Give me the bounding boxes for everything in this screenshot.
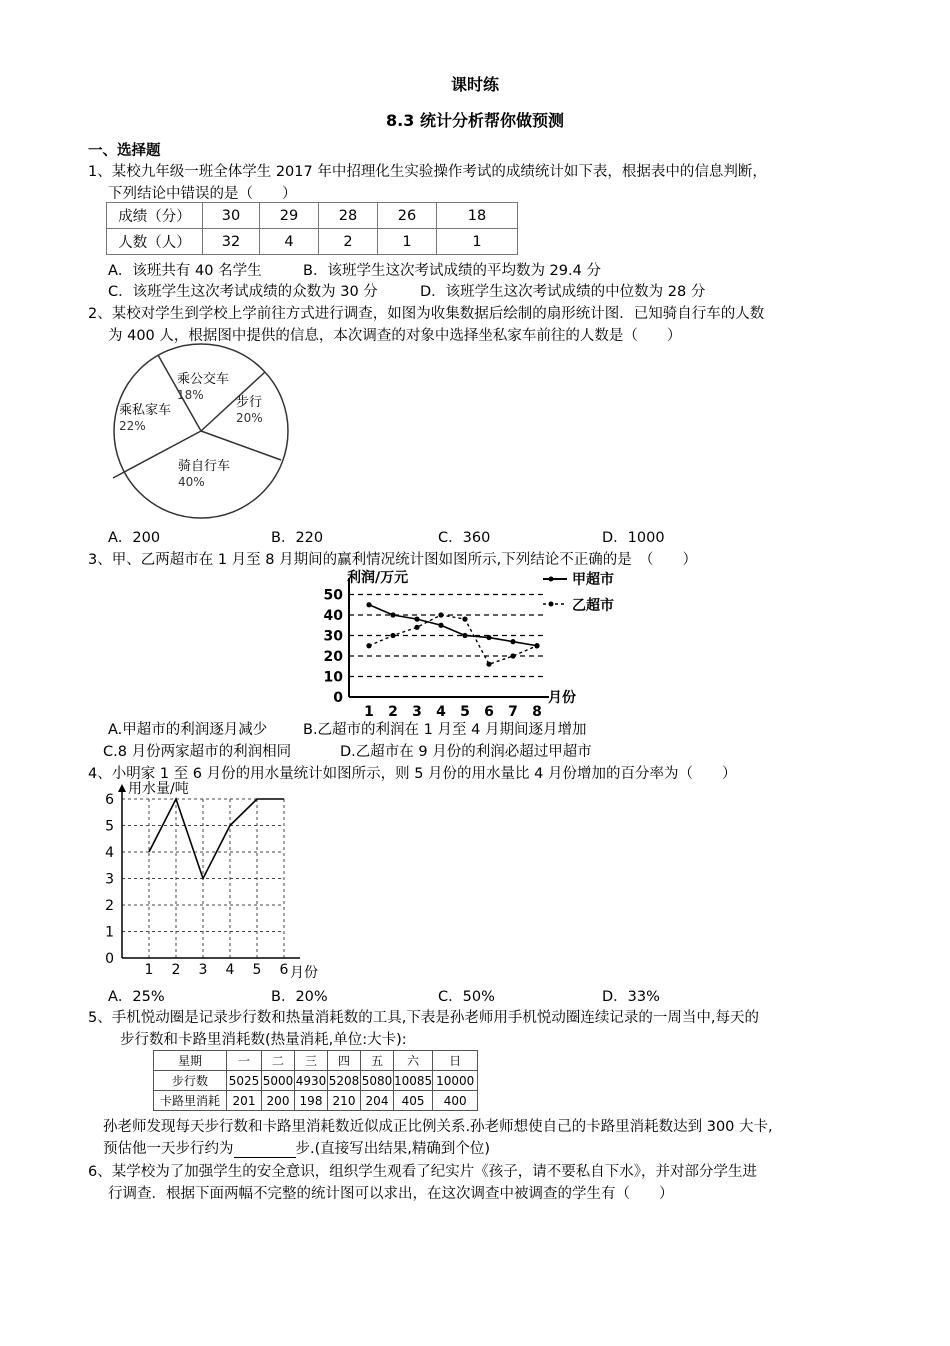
q1-option-d: D．该班学生这次考试成绩的中位数为 28 分 (420, 284, 706, 300)
pie-label-walk: 步行 (236, 395, 263, 410)
table-cell: 204 (361, 1091, 394, 1111)
table-cell: 32 (203, 229, 260, 255)
table-cell: 日 (433, 1051, 478, 1071)
q5-calories-row (154, 1091, 478, 1111)
q3-option-c: C.8 月份两家超市的利润相同 (103, 744, 292, 760)
q4-y-tick-label: 6 (105, 792, 114, 808)
pie-label-bus: 乘公交车 (177, 372, 230, 387)
legend-marker-yi (549, 602, 554, 607)
q5-stem-line2: 步行数和卡路里消耗数(热量消耗,单位:大卡): (120, 1032, 407, 1048)
q1-option-b: B．该班学生这次考试成绩的平均数为 29.4 分 (303, 263, 601, 279)
pie-pct-walk: 20% (236, 411, 263, 425)
q4-stem: 4、小明家 1 至 6 月份的用水量统计如图所示，则 5 月份的用水量比 4 月份增加的百分率为（ ） (88, 766, 737, 782)
q3-y-axis-label: 利润/万元 (347, 570, 409, 586)
q3-x-tick-label: 6 (484, 704, 494, 716)
q1-count-row (107, 229, 518, 255)
q4-x-tick-label: 1 (144, 962, 154, 978)
q2-stem-line1: 2、某校对学生到学校上学前往方式进行调查，如图为收集数据后绘制的扇形统计图．已知骑自行车的人数 (88, 306, 765, 322)
table-cell: 10085 (394, 1071, 433, 1091)
q5-stem-line4 (103, 1137, 490, 1158)
q6-stem-line2: 行调查．根据下面两幅不完整的统计图可以求出，在这次调查中被调查的学生有（ ） (108, 1186, 674, 1202)
table-cell: 1 (437, 229, 518, 255)
pie-pct-bus: 18% (177, 388, 204, 402)
q4-x-axis-label: 月份 (290, 965, 318, 981)
table-cell: 成绩（分） (107, 203, 203, 229)
q6-stem-line1: 6、某学校为了加强学生的安全意识，组织学生观看了纪实片《孩子，请不要私自下水》，并对部分学生进 (88, 1164, 757, 1180)
table-cell: 405 (394, 1091, 433, 1111)
pie-pct-car: 22% (119, 419, 146, 433)
pie-pct-bike: 40% (178, 475, 205, 489)
q3-x-tick-label: 5 (460, 704, 470, 716)
point-jia (462, 633, 467, 638)
point-yi (414, 625, 419, 630)
point-jia (414, 617, 419, 622)
table-cell: 200 (262, 1091, 295, 1111)
table-cell: 一 (227, 1051, 262, 1071)
q5-step-table (153, 1050, 478, 1111)
q4-y-tick-label: 1 (105, 924, 114, 941)
q1-option-c: C．该班学生这次考试成绩的众数为 30 分 (108, 284, 378, 300)
q3-x-tick-label: 4 (436, 704, 446, 716)
q3-y-tick-label: 50 (323, 587, 343, 604)
q1-score-row (107, 203, 518, 229)
point-yi (390, 633, 395, 638)
q3-y-tick-label: 30 (323, 628, 343, 645)
q1-option-a: A．该班共有 40 名学生 (108, 263, 262, 279)
legend-label-jia: 甲超市 (572, 572, 614, 588)
q3-option-d: D.乙超市在 9 月份的利润必超过甲超市 (340, 744, 592, 760)
q4-y-axis-label: 用水量/吨 (128, 781, 189, 797)
q4-y-axis-arrow (118, 784, 126, 792)
point-yi (534, 643, 539, 648)
table-cell: 10000 (433, 1071, 478, 1091)
q5-stem-line3: 孙老师发现每天步行数和卡路里消耗数近似成正比例关系.孙老师想使自己的卡路里消耗数达到 300 大卡, (103, 1119, 773, 1135)
q4-y-tick-label: 5 (105, 818, 114, 835)
pie-label-bike: 骑自行车 (178, 459, 231, 474)
q3-y-tick-label: 0 (333, 690, 343, 706)
table-cell: 五 (361, 1051, 394, 1071)
q2-stem-line2: 为 400 人，根据图中提供的信息，本次调查的对象中选择坐私家车前往的人数是（ ） (108, 328, 682, 344)
legend-label-yi: 乙超市 (572, 598, 614, 614)
table-cell: 18 (437, 203, 518, 229)
table-cell: 5080 (361, 1071, 394, 1091)
q4-y-tick-label: 2 (105, 898, 114, 914)
q4-option-a: A．25% (108, 989, 165, 1005)
legend-marker-jia (549, 577, 554, 582)
q4-y-tick-label: 4 (105, 845, 114, 861)
table-cell: 星期 (154, 1051, 227, 1071)
q2-option-c: C．360 (438, 530, 491, 546)
table-cell: 六 (394, 1051, 433, 1071)
q3-option-a: A.甲超市的利润逐月减少 (108, 722, 268, 738)
table-cell: 400 (433, 1091, 478, 1111)
q2-option-a: A．200 (108, 530, 161, 546)
pie-label-car: 乘私家车 (119, 403, 172, 418)
q4-option-d: D．33% (602, 989, 660, 1005)
table-cell: 198 (295, 1091, 328, 1111)
q4-y-tick-label: 0 (105, 951, 114, 967)
q4-water-line-chart (100, 778, 340, 983)
q2-pie-chart (105, 340, 295, 520)
q4-x-tick-label: 4 (225, 962, 235, 978)
table-cell: 29 (260, 203, 319, 229)
q5-stem-line1: 5、手机悦动圈是记录步行数和热量消耗数的工具,下表是孙老师用手机悦动圈连续记录的一周当中,每天的 (88, 1010, 759, 1026)
point-jia (366, 602, 371, 607)
q5-fill-prefix: 预估他一天步行约为 (103, 1141, 234, 1157)
q3-profit-line-chart (315, 566, 645, 716)
point-jia (510, 639, 515, 644)
table-cell: 4930 (295, 1071, 328, 1091)
q3-x-tick-label: 2 (388, 704, 398, 716)
q3-option-b: B.乙超市的利润在 1 月至 4 月期间逐月增加 (303, 722, 587, 738)
table-cell: 26 (378, 203, 437, 229)
table-cell: 步行数 (154, 1071, 227, 1091)
table-cell: 5000 (262, 1071, 295, 1091)
table-cell: 210 (328, 1091, 361, 1111)
point-yi (486, 662, 491, 667)
table-cell: 二 (262, 1051, 295, 1071)
table-cell: 28 (319, 203, 378, 229)
q5-fill-suffix: 步.(直接写出结果,精确到个位) (295, 1141, 491, 1157)
q4-x-tick-label: 2 (171, 962, 181, 978)
doc-title: 课时练 (450, 75, 499, 94)
q3-stem: 3、甲、乙两超市在 1 月至 8 月期间的赢利情况统计图如图所示,下列结论不正确的是 （ ） (88, 552, 697, 568)
point-yi (510, 653, 515, 658)
table-cell: 三 (295, 1051, 328, 1071)
point-jia (438, 623, 443, 628)
q4-series-line (149, 799, 284, 879)
table-cell: 卡路里消耗 (154, 1091, 227, 1111)
q4-x-tick-label: 3 (198, 962, 208, 978)
doc-subtitle: 8.3 统计分析帮你做预测 (386, 111, 564, 130)
q5-steps-row (154, 1071, 478, 1091)
q4-option-c: C．50% (438, 989, 495, 1005)
section-heading: 一、选择题 (88, 143, 161, 159)
q5-header-row (154, 1051, 478, 1071)
table-cell: 201 (227, 1091, 262, 1111)
q3-y-tick-label: 40 (323, 608, 343, 624)
q3-x-tick-label: 8 (532, 704, 542, 716)
point-jia (486, 635, 491, 640)
point-yi (366, 643, 371, 648)
q3-x-tick-label: 3 (412, 704, 422, 716)
q3-y-tick-label: 10 (323, 669, 343, 686)
q4-option-b: B．20% (271, 989, 328, 1005)
table-cell: 30 (203, 203, 260, 229)
q3-x-tick-label: 1 (364, 704, 374, 716)
table-cell: 四 (328, 1051, 361, 1071)
table-cell: 5208 (328, 1071, 361, 1091)
point-yi (438, 612, 443, 617)
table-cell: 人数（人） (107, 229, 203, 255)
q4-x-tick-label: 5 (252, 962, 262, 978)
table-cell: 5025 (227, 1071, 262, 1091)
point-yi (462, 617, 467, 622)
q2-option-d: D．1000 (602, 530, 665, 546)
q4-y-tick-label: 3 (105, 871, 114, 888)
q3-y-tick-label: 20 (323, 649, 343, 665)
q1-score-table (106, 202, 518, 255)
q1-stem-line2: 下列结论中错误的是（ ） (108, 186, 297, 202)
q5-answer-blank[interactable] (234, 1143, 296, 1158)
table-cell: 2 (319, 229, 378, 255)
table-cell: 4 (260, 229, 319, 255)
point-jia (390, 612, 395, 617)
q3-x-axis-label: 月份 (548, 690, 576, 706)
q1-stem-line1: 1、某校九年级一班全体学生 2017 年中招理化生实验操作考试的成绩统计如下表，根据表中的信息判断， (88, 164, 767, 180)
q4-x-tick-label: 6 (279, 962, 289, 978)
q3-x-tick-label: 7 (508, 704, 518, 716)
q2-option-b: B．220 (271, 530, 324, 546)
table-cell: 1 (378, 229, 437, 255)
